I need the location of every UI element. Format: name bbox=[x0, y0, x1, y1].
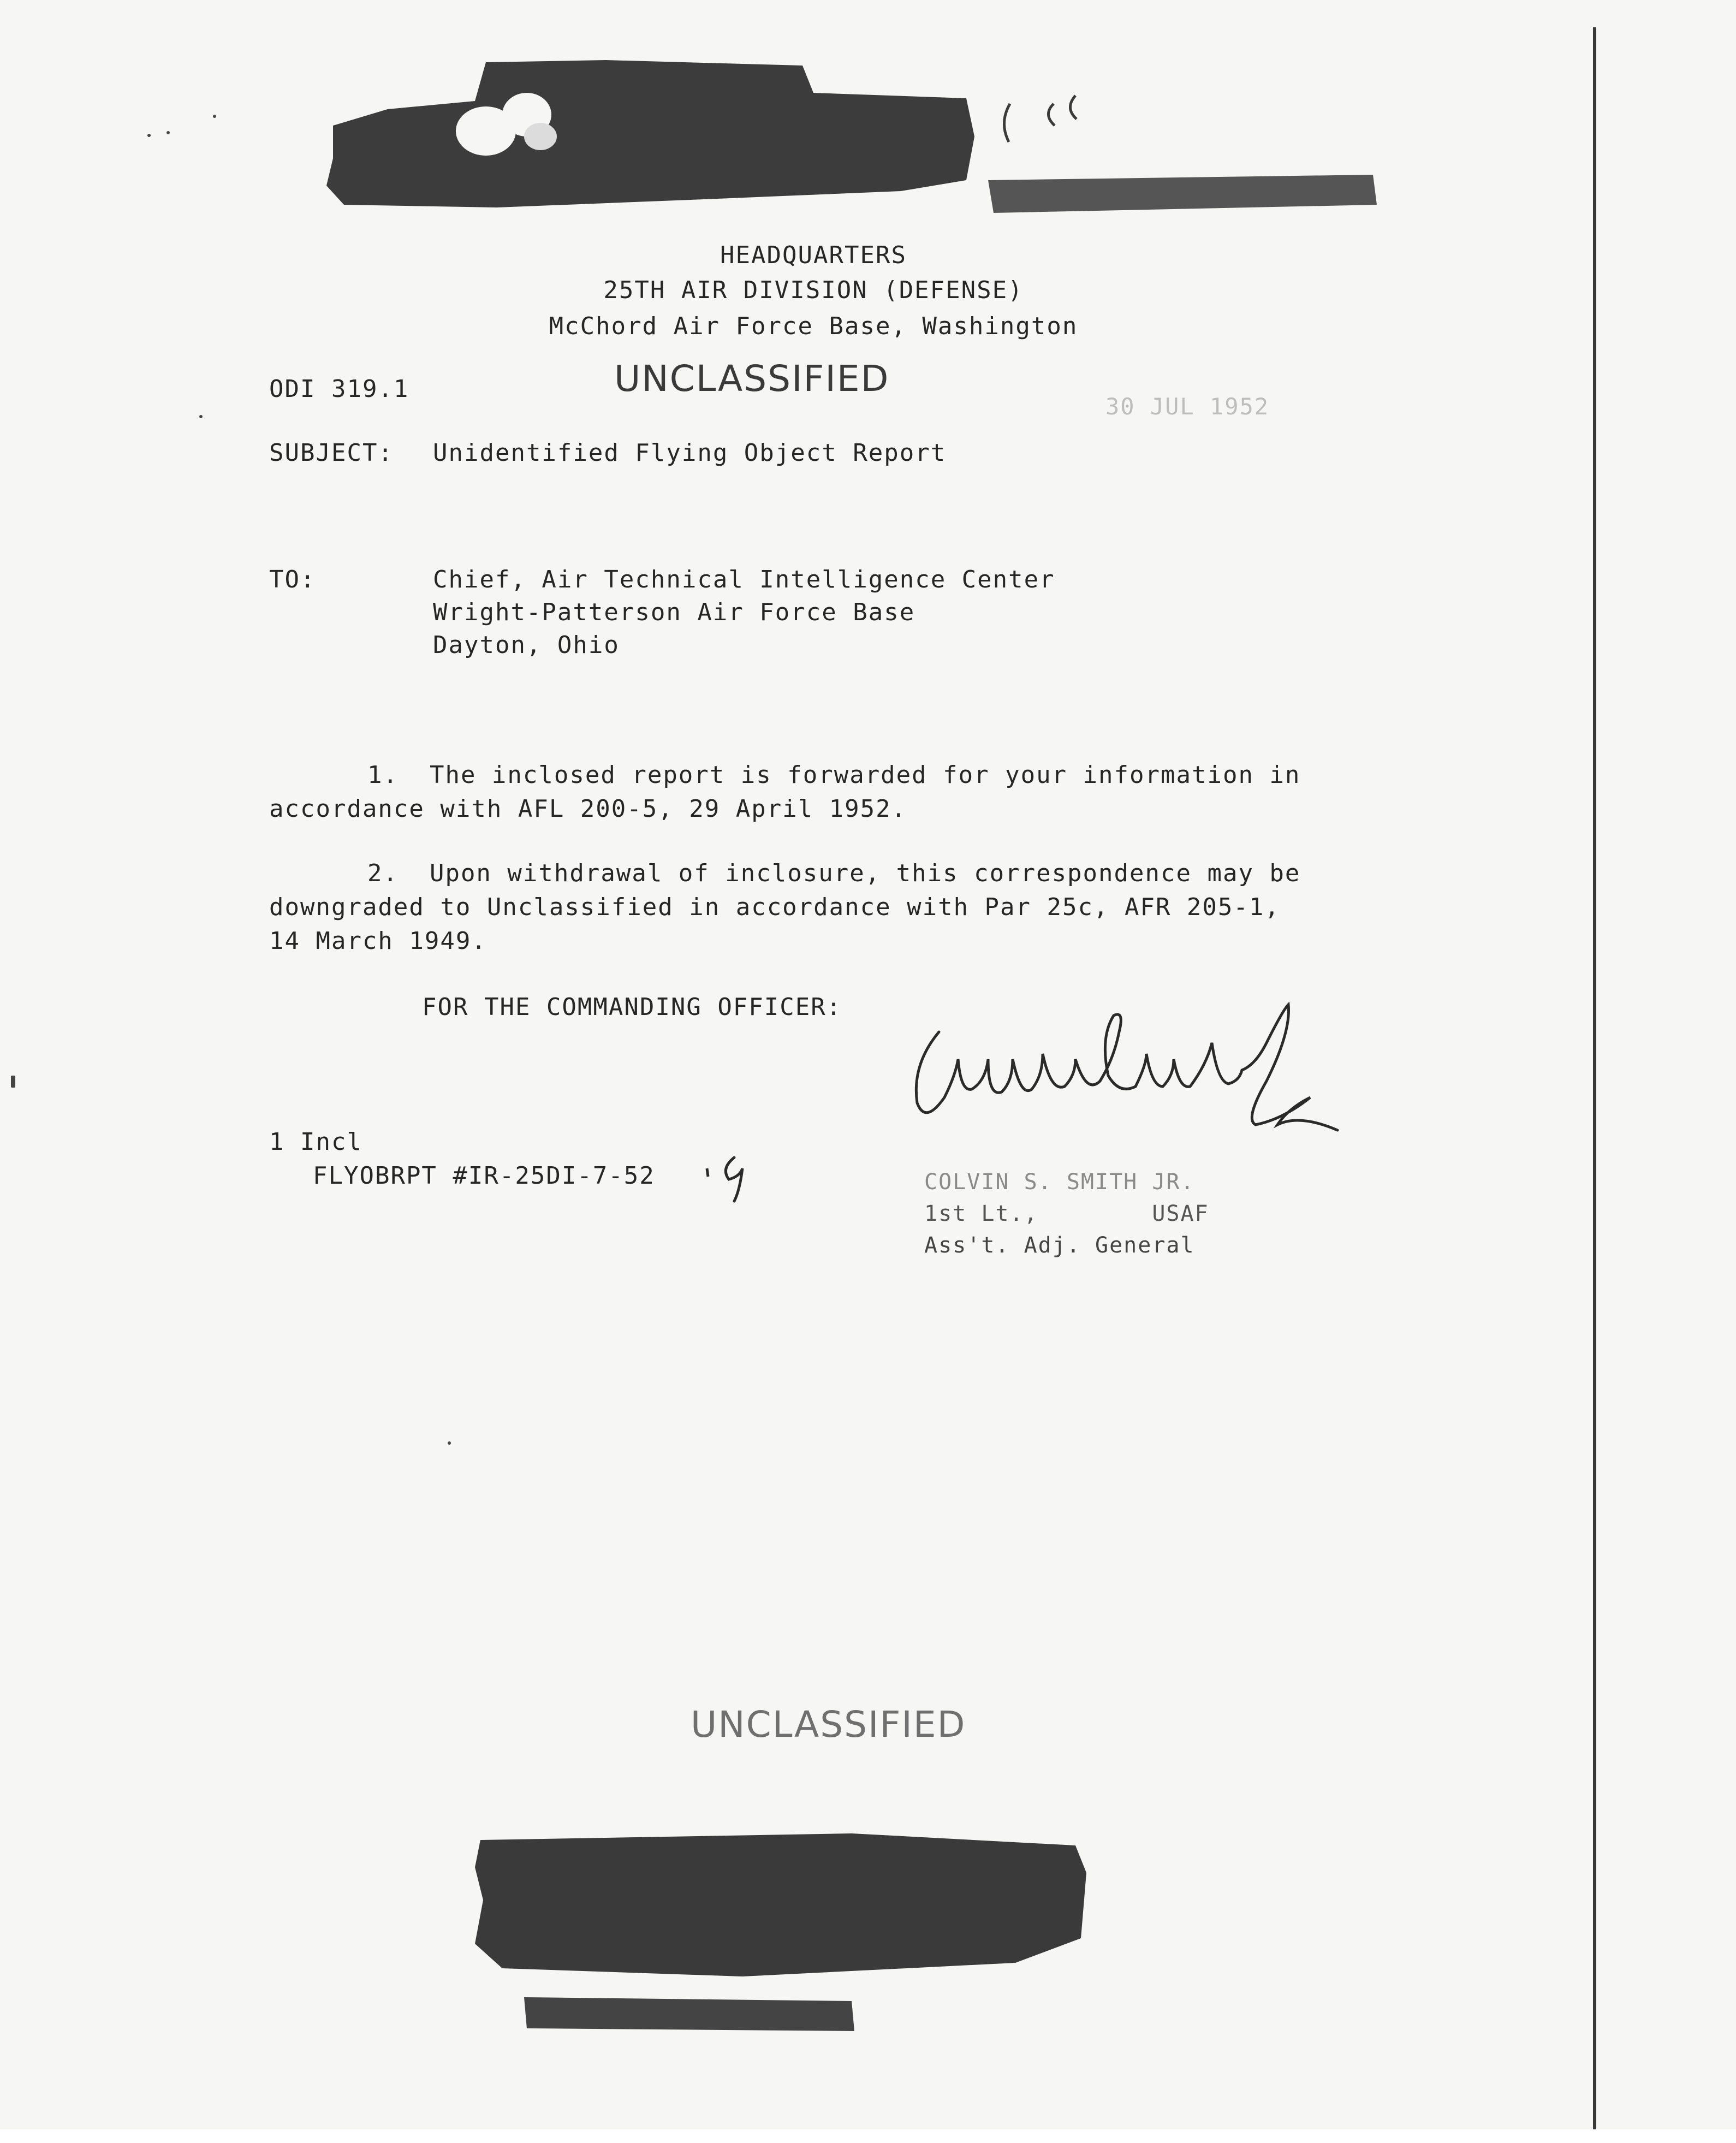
date-stamp: 30 JUL 1952 bbox=[1105, 393, 1270, 420]
bottom-redaction bbox=[469, 1829, 1092, 1982]
handwritten-signature bbox=[906, 999, 1354, 1163]
top-redaction-mark bbox=[994, 93, 1092, 147]
speck bbox=[199, 415, 203, 418]
paragraph-2-line-1: 2. Upon withdrawal of inclosure, this correspondence may be bbox=[367, 859, 1301, 887]
signer-rank: 1st Lt., USAF bbox=[924, 1201, 1209, 1226]
subject-text: Unidentified Flying Object Report bbox=[433, 439, 947, 467]
paragraph-2-line-3: 14 March 1949. bbox=[269, 927, 487, 955]
bottom-redaction-strip bbox=[524, 1993, 857, 2037]
to-line-1: Chief, Air Technical Intelligence Center bbox=[433, 566, 1055, 593]
inclosure-item: FLYOBRPT #IR-25DI-7-52 bbox=[313, 1162, 655, 1190]
top-redaction bbox=[322, 55, 977, 224]
scan-bottom-margin bbox=[0, 2129, 1736, 2143]
handwritten-initials bbox=[701, 1147, 762, 1207]
header-line-3: McChord Air Force Base, Washington bbox=[549, 312, 1078, 340]
to-label: TO: bbox=[269, 566, 316, 593]
speck bbox=[11, 1076, 15, 1088]
scan-edge-line bbox=[1593, 27, 1596, 2135]
speck bbox=[448, 1441, 451, 1445]
header-line-2: 25TH AIR DIVISION (DEFENSE) bbox=[603, 276, 1024, 304]
inclosure-count: 1 Incl bbox=[269, 1128, 362, 1156]
speck bbox=[147, 134, 151, 137]
subject-label: SUBJECT: bbox=[269, 439, 394, 467]
classification-stamp-top: UNCLASSIFIED bbox=[614, 358, 890, 400]
top-redaction-strip bbox=[988, 175, 1381, 216]
to-line-2: Wright-Patterson Air Force Base bbox=[433, 598, 915, 626]
signer-title: Ass't. Adj. General bbox=[924, 1233, 1195, 1258]
paragraph-1-line-2: accordance with AFL 200-5, 29 April 1952. bbox=[269, 795, 907, 823]
header-line-1: HEADQUARTERS bbox=[720, 241, 907, 269]
signer-name: COLVIN S. SMITH JR. bbox=[924, 1170, 1195, 1195]
speck bbox=[167, 131, 170, 134]
paragraph-2-line-2: downgraded to Unclassified in accordance with Par 25c, AFR 205-1, bbox=[269, 893, 1280, 921]
classification-stamp-bottom: UNCLASSIFIED bbox=[691, 1703, 966, 1746]
speck bbox=[213, 115, 216, 118]
closing-line: FOR THE COMMANDING OFFICER: bbox=[422, 993, 842, 1021]
paragraph-1-line-1: 1. The inclosed report is forwarded for your information in bbox=[367, 761, 1301, 789]
reference-number: ODI 319.1 bbox=[269, 375, 409, 403]
to-line-3: Dayton, Ohio bbox=[433, 631, 620, 659]
